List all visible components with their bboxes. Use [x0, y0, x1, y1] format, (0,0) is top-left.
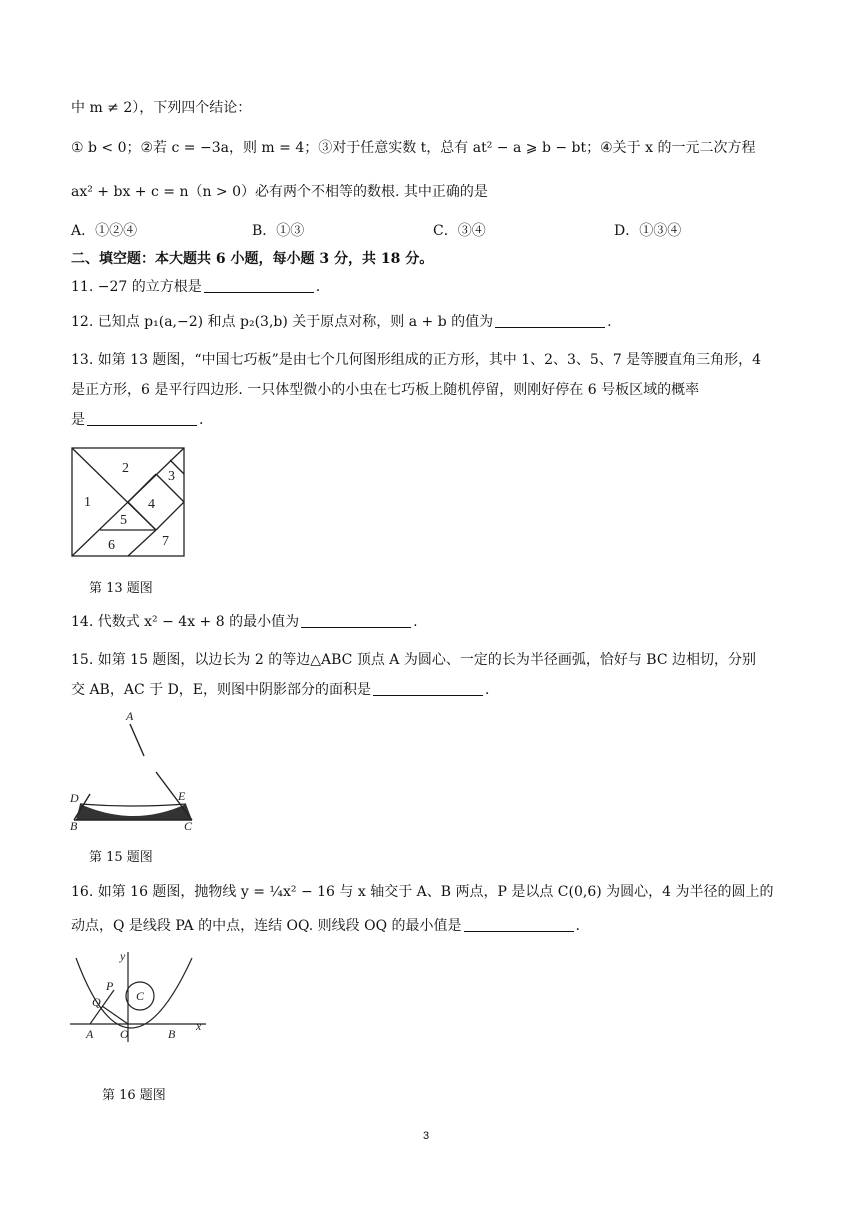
tangram-label-1: 1 — [84, 495, 91, 510]
option-c: C．③④ — [433, 223, 486, 239]
answer-blank — [495, 313, 605, 328]
tangram-edge — [156, 502, 184, 530]
q16-line2 — [71, 916, 580, 936]
q15-line1: 15. 如第 15 题图，以边长为 2 的等边△ABC 顶点 A 为圆心、一定的长为半径画弧，恰好与 BC 边相切，分别 — [71, 652, 756, 668]
q13-line3-text: 是 — [71, 412, 85, 428]
answer-blank — [301, 613, 411, 628]
label-d: D — [70, 791, 79, 805]
q13-end: . — [199, 412, 204, 428]
tangram-label-2: 2 — [122, 461, 129, 476]
figure-13-caption: 第 13 题图 — [89, 581, 153, 596]
q11-end: . — [315, 279, 321, 295]
tangram-label-4: 4 — [148, 497, 155, 512]
q12-text: 12. 已知点 p₁(a,−2) 和点 p₂(3,b) 关于原点对称，则 a + b 的值为 — [71, 314, 494, 330]
tangram-label-3: 3 — [168, 469, 175, 484]
q16-line2-text: 动点，Q 是线段 PA 的中点，连结 OQ. 则线段 OQ 的最小值是 — [71, 918, 462, 934]
q10-line3: ax² + bx + c = n（n > 0）必有两个不相等的数根. 其中正确的是 — [71, 184, 488, 200]
answer-blank — [464, 917, 574, 932]
q10-line1: 中 m ≠ 2），下列四个结论： — [71, 100, 252, 116]
tangram-edge — [128, 530, 156, 556]
q11-text: 11. −27 的立方根是 — [71, 279, 202, 295]
q13-line2: 是正方形，6 是平行四边形. 一只体型微小的小虫在七巧板上随机停留，则刚好停在 6 号板区域的概率 — [71, 382, 700, 398]
label-y: y — [120, 949, 126, 963]
label-b: B — [168, 1027, 176, 1041]
q13-line1: 13. 如第 13 题图，“中国七巧板”是由七个几何图形组成的正方形，其中 1、2、3、5、7 是等腰直角三角形，4 — [71, 352, 762, 368]
tangram-label-7: 7 — [162, 534, 169, 549]
option-b: B．①③ — [252, 223, 305, 239]
q10-line2: ① b < 0；②若 c = −3a，则 m = 4；③对于任意实数 t，总有 at² − a ⩾ b − bt；④关于 x 的一元二次方程 — [71, 140, 756, 156]
label-e: E — [178, 789, 186, 803]
q15-line2 — [71, 680, 489, 700]
label-b: B — [70, 819, 78, 832]
label-x: x — [196, 1019, 202, 1033]
q16-end: . — [575, 918, 580, 934]
option-a: A．①②④ — [71, 223, 138, 239]
figure-15-caption: 第 15 题图 — [89, 850, 153, 865]
label-q: Q — [92, 995, 101, 1009]
answer-blank — [87, 411, 197, 426]
q12-end: . — [607, 314, 612, 330]
page-number: 3 — [423, 1130, 430, 1142]
triangle-arc-figure — [66, 708, 200, 832]
q14-end: . — [413, 614, 418, 630]
parabola — [76, 958, 192, 1028]
parabola-figure — [66, 948, 216, 1044]
option-d: D．①③④ — [614, 223, 682, 239]
q13-line3 — [71, 410, 203, 430]
tangram-figure — [70, 446, 186, 558]
label-c: C — [184, 819, 193, 832]
answer-blank — [204, 278, 314, 293]
arc-de — [80, 804, 186, 806]
label-o: O — [120, 1027, 129, 1041]
label-a: A — [86, 1027, 94, 1041]
tangram-label-6: 6 — [108, 538, 115, 553]
section-title: 二、填空题：本大题共 6 小题，每小题 3 分，共 18 分。 — [71, 251, 434, 267]
q12 — [71, 312, 612, 332]
answer-blank — [373, 681, 483, 696]
tangram-label-5: 5 — [120, 513, 127, 528]
q11 — [71, 277, 320, 297]
q16-line1: 16. 如第 16 题图，抛物线 y = ¼x² − 16 与 x 轴交于 A、B 两点，P 是以点 C(0,6) 为圆心，4 为半径的圆上的 — [71, 884, 774, 900]
label-a: A — [126, 709, 134, 723]
q14-text: 14. 代数式 x² − 4x + 8 的最小值为 — [71, 614, 300, 630]
q14 — [71, 612, 418, 632]
side-ac-upper — [130, 724, 144, 756]
figure-16-caption: 第 16 题图 — [102, 1088, 166, 1103]
label-p: P — [106, 979, 114, 993]
q15-end: . — [485, 682, 490, 698]
q15-line2-text: 交 AB，AC 于 D，E，则图中阴影部分的面积是 — [71, 682, 372, 698]
label-c: C — [136, 989, 145, 1003]
